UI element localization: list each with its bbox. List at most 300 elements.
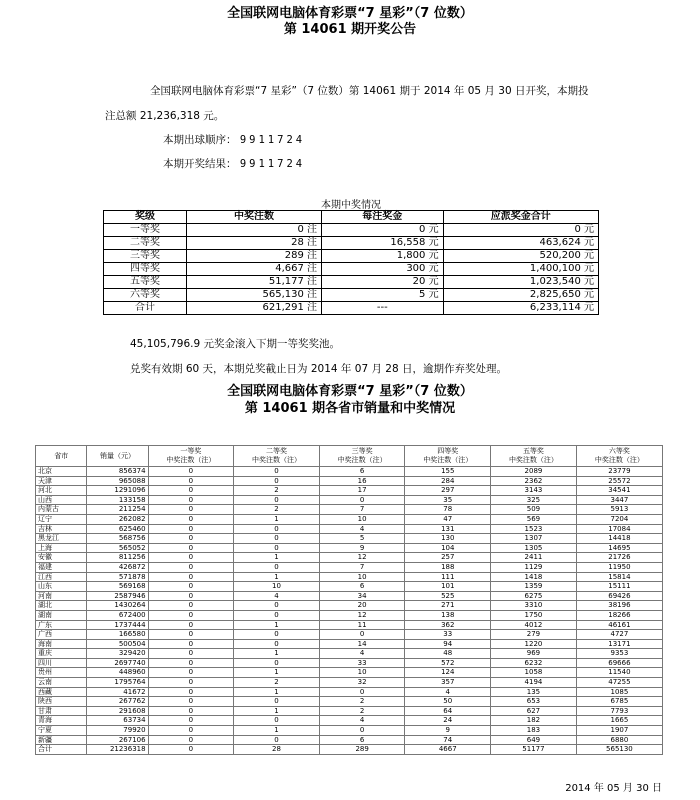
province-value-cell: 0	[148, 630, 234, 640]
province-value-cell: 6880	[576, 735, 662, 745]
province-name-cell: 海南	[36, 639, 87, 649]
prize-table	[103, 210, 599, 315]
validity-note: 兑奖有效期 60 天，本期兑奖截止日为 2014 年 07 月 28 日，逾期作弃奖处理。	[130, 363, 508, 375]
table-row	[36, 543, 663, 553]
province-value-cell: 426872	[87, 562, 148, 572]
province-value-cell: 969	[491, 649, 577, 659]
province-value-cell: 34541	[576, 486, 662, 496]
prize-cell: 1,800 元	[322, 250, 444, 263]
prize-cell: 0 元	[322, 224, 444, 237]
table-row	[36, 486, 663, 496]
prize-cell: 4,667 注	[186, 263, 321, 276]
province-name-cell: 河南	[36, 591, 87, 601]
province-value-cell: 0	[148, 745, 234, 755]
province-value-cell: 2	[234, 486, 320, 496]
province-value-cell: 569168	[87, 582, 148, 592]
province-value-cell: 0	[148, 543, 234, 553]
province-name-cell: 新疆	[36, 735, 87, 745]
province-value-cell: 0	[234, 601, 320, 611]
prize-header-cell: 奖级	[104, 211, 187, 224]
prize-table-header	[104, 211, 599, 224]
province-value-cell: 1	[234, 514, 320, 524]
prize-cell: 5 元	[322, 289, 444, 302]
province-value-cell: 509	[491, 505, 577, 515]
announcement-title: 全国联网电脑体育彩票“7 星彩”（7 位数）	[227, 6, 473, 21]
province-value-cell: 2	[234, 505, 320, 515]
prize-cell: 六等奖	[104, 289, 187, 302]
province-value-cell: 0	[148, 572, 234, 582]
prize-cell: 565,130 注	[186, 289, 321, 302]
province-value-cell: 21236318	[87, 745, 148, 755]
province-value-cell: 0	[148, 601, 234, 611]
table-row	[36, 601, 663, 611]
province-value-cell: 0	[234, 697, 320, 707]
prize-cell: 一等奖	[104, 224, 187, 237]
province-name-cell: 广西	[36, 630, 87, 640]
province-value-cell: 6	[319, 582, 405, 592]
province-value-cell: 188	[405, 562, 491, 572]
province-name-cell: 安徽	[36, 553, 87, 563]
province-value-cell: 69666	[576, 658, 662, 668]
province-value-cell: 2	[319, 697, 405, 707]
prize-header-cell: 应派奖金合计	[443, 211, 598, 224]
province-table-body	[36, 467, 663, 755]
province-value-cell: 1	[234, 726, 320, 736]
table-row	[36, 687, 663, 697]
province-value-cell: 0	[234, 610, 320, 620]
province-header-cell: 二等奖 中奖注数（注）	[234, 446, 320, 467]
table-row	[36, 630, 663, 640]
province-value-cell: 0	[148, 476, 234, 486]
province-value-cell: 4	[319, 524, 405, 534]
province-name-cell: 重庆	[36, 649, 87, 659]
table-row	[104, 237, 599, 250]
prize-cell: 五等奖	[104, 276, 187, 289]
province-value-cell: 0	[148, 649, 234, 659]
province-value-cell: 525	[405, 591, 491, 601]
province-value-cell: 0	[148, 467, 234, 477]
province-value-cell: 2362	[491, 476, 577, 486]
province-value-cell: 0	[319, 630, 405, 640]
province-table-header	[36, 446, 663, 467]
province-value-cell: 565052	[87, 543, 148, 553]
prize-cell: 16,558 元	[322, 237, 444, 250]
province-header-cell: 六等奖 中奖注数（注）	[576, 446, 662, 467]
prize-cell: 520,200 元	[443, 250, 598, 263]
province-value-cell: 5913	[576, 505, 662, 515]
province-value-cell: 257	[405, 553, 491, 563]
table-row	[36, 534, 663, 544]
province-header-cell: 三等奖 中奖注数（注）	[319, 446, 405, 467]
table-row	[36, 467, 663, 477]
province-value-cell: 0	[148, 697, 234, 707]
table-row	[36, 505, 663, 515]
province-value-cell: 1307	[491, 534, 577, 544]
province-value-cell: 2411	[491, 553, 577, 563]
province-value-cell: 4727	[576, 630, 662, 640]
province-value-cell: 33	[405, 630, 491, 640]
table-row	[36, 572, 663, 582]
province-value-cell: 64	[405, 706, 491, 716]
province-header-cell: 省市	[36, 446, 87, 467]
province-value-cell: 28	[234, 745, 320, 755]
table-row	[36, 620, 663, 630]
province-value-cell: 4	[319, 649, 405, 659]
province-value-cell: 0	[148, 678, 234, 688]
province-name-cell: 天津	[36, 476, 87, 486]
province-value-cell: 1359	[491, 582, 577, 592]
province-value-cell: 32	[319, 678, 405, 688]
table-row	[36, 562, 663, 572]
province-value-cell: 0	[234, 543, 320, 553]
prize-cell: 2,825,650 元	[443, 289, 598, 302]
province-value-cell: 267762	[87, 697, 148, 707]
intro-line-2: 注总额 21,236,318 元。	[105, 110, 225, 122]
province-value-cell: 856374	[87, 467, 148, 477]
footer-date: 2014 年 05 月 30 日	[565, 783, 662, 794]
prize-table-body	[104, 224, 599, 315]
province-value-cell: 279	[491, 630, 577, 640]
province-value-cell: 1	[234, 620, 320, 630]
province-value-cell: 7	[319, 505, 405, 515]
prize-cell: 6,233,114 元	[443, 302, 598, 315]
province-value-cell: 0	[148, 658, 234, 668]
province-value-cell: 0	[319, 687, 405, 697]
province-value-cell: 9	[319, 543, 405, 553]
province-value-cell: 965088	[87, 476, 148, 486]
province-value-cell: 131	[405, 524, 491, 534]
province-value-cell: 25572	[576, 476, 662, 486]
prize-table-caption: 本期中奖情况	[321, 200, 381, 211]
province-value-cell: 15111	[576, 582, 662, 592]
province-value-cell: 2089	[491, 467, 577, 477]
province-value-cell: 0	[148, 726, 234, 736]
province-value-cell: 1220	[491, 639, 577, 649]
province-value-cell: 1795764	[87, 678, 148, 688]
province-name-cell: 吉林	[36, 524, 87, 534]
province-value-cell: 23779	[576, 467, 662, 477]
province-value-cell: 10	[319, 668, 405, 678]
province-name-cell: 合计	[36, 745, 87, 755]
province-value-cell: 4	[405, 687, 491, 697]
table-row	[36, 678, 663, 688]
prize-cell: 300 元	[322, 263, 444, 276]
province-value-cell: 0	[148, 620, 234, 630]
province-value-cell: 1	[234, 553, 320, 563]
province-value-cell: 47255	[576, 678, 662, 688]
table-row	[36, 716, 663, 726]
province-name-cell: 广东	[36, 620, 87, 630]
table-row	[36, 553, 663, 563]
province-value-cell: 0	[234, 639, 320, 649]
prize-cell: 0 注	[186, 224, 321, 237]
table-row	[36, 658, 663, 668]
province-value-cell: 649	[491, 735, 577, 745]
province-value-cell: 284	[405, 476, 491, 486]
table-row	[36, 668, 663, 678]
province-name-cell: 福建	[36, 562, 87, 572]
table-row	[104, 289, 599, 302]
province-value-cell: 568756	[87, 534, 148, 544]
province-value-cell: 0	[148, 524, 234, 534]
province-value-cell: 35	[405, 495, 491, 505]
province-value-cell: 2587946	[87, 591, 148, 601]
prize-cell: 1,400,100 元	[443, 263, 598, 276]
province-value-cell: 1418	[491, 572, 577, 582]
province-value-cell: 12	[319, 610, 405, 620]
province-value-cell: 10	[234, 582, 320, 592]
province-value-cell: 0	[234, 562, 320, 572]
province-value-cell: 130	[405, 534, 491, 544]
province-value-cell: 20	[319, 601, 405, 611]
prize-cell: 三等奖	[104, 250, 187, 263]
province-value-cell: 0	[148, 582, 234, 592]
prize-cell: 621,291 注	[186, 302, 321, 315]
province-value-cell: 448960	[87, 668, 148, 678]
province-value-cell: 9	[405, 726, 491, 736]
province-value-cell: 94	[405, 639, 491, 649]
province-value-cell: 297	[405, 486, 491, 496]
province-value-cell: 5	[319, 534, 405, 544]
prize-cell: 28 注	[186, 237, 321, 250]
table-row	[104, 263, 599, 276]
province-value-cell: 6	[319, 735, 405, 745]
prize-cell: 四等奖	[104, 263, 187, 276]
province-value-cell: 0	[148, 687, 234, 697]
table-row	[36, 476, 663, 486]
province-value-cell: 63734	[87, 716, 148, 726]
province-value-cell: 0	[148, 495, 234, 505]
province-value-cell: 0	[234, 476, 320, 486]
province-value-cell: 10	[319, 514, 405, 524]
province-value-cell: 4012	[491, 620, 577, 630]
table-row	[36, 649, 663, 659]
province-name-cell: 湖北	[36, 601, 87, 611]
province-value-cell: 571878	[87, 572, 148, 582]
province-value-cell: 0	[148, 514, 234, 524]
province-header-cell: 五等奖 中奖注数（注）	[491, 446, 577, 467]
province-value-cell: 625460	[87, 524, 148, 534]
province-name-cell: 陕西	[36, 697, 87, 707]
province-value-cell: 0	[234, 495, 320, 505]
table-row	[36, 582, 663, 592]
province-name-cell: 辽宁	[36, 514, 87, 524]
province-value-cell: 262082	[87, 514, 148, 524]
province-value-cell: 1291096	[87, 486, 148, 496]
intro-line-1: 全国联网电脑体育彩票“7 星彩”（7 位数）第 14061 期于 2014 年 05 月 30 日开奖，本期投	[150, 85, 589, 97]
province-name-cell: 内蒙古	[36, 505, 87, 515]
rollover-note: 45,105,796.9 元奖金滚入下期一等奖奖池。	[130, 338, 340, 350]
province-value-cell: 0	[148, 505, 234, 515]
province-header-cell: 一等奖 中奖注数（注）	[148, 446, 234, 467]
province-value-cell: 7204	[576, 514, 662, 524]
province-value-cell: 10	[319, 572, 405, 582]
province-value-cell: 0	[234, 716, 320, 726]
province-value-cell: 572	[405, 658, 491, 668]
province-value-cell: 1907	[576, 726, 662, 736]
province-value-cell: 357	[405, 678, 491, 688]
prize-cell: 20 元	[322, 276, 444, 289]
province-value-cell: 0	[234, 534, 320, 544]
province-table	[35, 445, 663, 755]
province-value-cell: 0	[319, 726, 405, 736]
table-row	[104, 302, 599, 315]
province-name-cell: 青海	[36, 716, 87, 726]
province-value-cell: 4667	[405, 745, 491, 755]
province-value-cell: 325	[491, 495, 577, 505]
province-value-cell: 41672	[87, 687, 148, 697]
province-value-cell: 211254	[87, 505, 148, 515]
province-value-cell: 79920	[87, 726, 148, 736]
province-value-cell: 1	[234, 668, 320, 678]
table-row	[36, 495, 663, 505]
province-value-cell: 1058	[491, 668, 577, 678]
province-header-cell: 销量（元）	[87, 446, 148, 467]
province-value-cell: 0	[148, 706, 234, 716]
province-value-cell: 34	[319, 591, 405, 601]
province-value-cell: 0	[148, 610, 234, 620]
table-row	[36, 514, 663, 524]
province-value-cell: 74	[405, 735, 491, 745]
province-value-cell: 7	[319, 562, 405, 572]
prize-cell: 二等奖	[104, 237, 187, 250]
province-value-cell: 1129	[491, 562, 577, 572]
draw-result-value: 9911724	[239, 158, 306, 170]
province-value-cell: 0	[148, 716, 234, 726]
province-value-cell: 24	[405, 716, 491, 726]
province-name-cell: 宁夏	[36, 726, 87, 736]
province-value-cell: 166580	[87, 630, 148, 640]
province-value-cell: 500504	[87, 639, 148, 649]
province-value-cell: 11950	[576, 562, 662, 572]
prize-cell: 289 注	[186, 250, 321, 263]
province-value-cell: 653	[491, 697, 577, 707]
draw-result	[163, 157, 305, 171]
table-row	[36, 706, 663, 716]
province-name-cell: 云南	[36, 678, 87, 688]
province-value-cell: 0	[148, 534, 234, 544]
province-value-cell: 0	[148, 562, 234, 572]
province-value-cell: 47	[405, 514, 491, 524]
province-value-cell: 135	[491, 687, 577, 697]
province-value-cell: 1305	[491, 543, 577, 553]
province-value-cell: 362	[405, 620, 491, 630]
province-value-cell: 14	[319, 639, 405, 649]
prize-header-cell: 中奖注数	[186, 211, 321, 224]
province-value-cell: 1665	[576, 716, 662, 726]
province-value-cell: 17	[319, 486, 405, 496]
province-value-cell: 15814	[576, 572, 662, 582]
province-value-cell: 3143	[491, 486, 577, 496]
province-value-cell: 1	[234, 706, 320, 716]
province-value-cell: 0	[234, 467, 320, 477]
province-name-cell: 甘肃	[36, 706, 87, 716]
province-value-cell: 12	[319, 553, 405, 563]
province-name-cell: 湖南	[36, 610, 87, 620]
province-value-cell: 6785	[576, 697, 662, 707]
province-value-cell: 104	[405, 543, 491, 553]
province-value-cell: 9353	[576, 649, 662, 659]
province-value-cell: 46161	[576, 620, 662, 630]
province-value-cell: 0	[234, 658, 320, 668]
province-value-cell: 291608	[87, 706, 148, 716]
province-value-cell: 627	[491, 706, 577, 716]
province-value-cell: 51177	[491, 745, 577, 755]
province-value-cell: 133158	[87, 495, 148, 505]
province-value-cell: 2	[319, 706, 405, 716]
province-title: 全国联网电脑体育彩票“7 星彩”（7 位数）	[227, 384, 473, 399]
table-row	[36, 697, 663, 707]
province-value-cell: 0	[148, 639, 234, 649]
province-value-cell: 1	[234, 687, 320, 697]
province-value-cell: 16	[319, 476, 405, 486]
province-value-cell: 0	[234, 630, 320, 640]
province-value-cell: 14418	[576, 534, 662, 544]
draw-order	[163, 133, 305, 147]
province-value-cell: 329420	[87, 649, 148, 659]
table-row	[36, 735, 663, 745]
province-value-cell: 69426	[576, 591, 662, 601]
draw-order-label: 本期出球顺序：	[163, 134, 237, 146]
province-value-cell: 1085	[576, 687, 662, 697]
province-name-cell: 江西	[36, 572, 87, 582]
prize-header-cell: 每注奖金	[322, 211, 444, 224]
province-value-cell: 1523	[491, 524, 577, 534]
province-value-cell: 811256	[87, 553, 148, 563]
province-name-cell: 四川	[36, 658, 87, 668]
province-value-cell: 0	[148, 553, 234, 563]
province-value-cell: 289	[319, 745, 405, 755]
province-value-cell: 0	[234, 524, 320, 534]
province-name-cell: 西藏	[36, 687, 87, 697]
province-name-cell: 上海	[36, 543, 87, 553]
prize-cell: ---	[322, 302, 444, 315]
province-header-cell: 四等奖 中奖注数（注）	[405, 446, 491, 467]
province-value-cell: 0	[148, 486, 234, 496]
province-name-cell: 山西	[36, 495, 87, 505]
province-value-cell: 101	[405, 582, 491, 592]
province-value-cell: 111	[405, 572, 491, 582]
province-value-cell: 6275	[491, 591, 577, 601]
province-value-cell: 565130	[576, 745, 662, 755]
province-value-cell: 13171	[576, 639, 662, 649]
prize-cell: 1,023,540 元	[443, 276, 598, 289]
province-value-cell: 2697740	[87, 658, 148, 668]
province-value-cell: 672400	[87, 610, 148, 620]
province-value-cell: 0	[148, 735, 234, 745]
table-row	[36, 524, 663, 534]
province-value-cell: 18266	[576, 610, 662, 620]
prize-cell: 51,177 注	[186, 276, 321, 289]
table-row	[104, 276, 599, 289]
province-value-cell: 38196	[576, 601, 662, 611]
province-value-cell: 182	[491, 716, 577, 726]
draw-result-label: 本期开奖结果：	[163, 158, 237, 170]
province-value-cell: 0	[148, 591, 234, 601]
province-value-cell: 21726	[576, 553, 662, 563]
province-value-cell: 6	[319, 467, 405, 477]
draw-order-value: 9911724	[239, 134, 306, 146]
province-value-cell: 48	[405, 649, 491, 659]
province-value-cell: 569	[491, 514, 577, 524]
province-value-cell: 17084	[576, 524, 662, 534]
announcement-subtitle: 第 14061 期开奖公告	[283, 22, 417, 37]
province-value-cell: 155	[405, 467, 491, 477]
table-row	[36, 726, 663, 736]
province-value-cell: 183	[491, 726, 577, 736]
province-value-cell: 33	[319, 658, 405, 668]
province-value-cell: 6232	[491, 658, 577, 668]
